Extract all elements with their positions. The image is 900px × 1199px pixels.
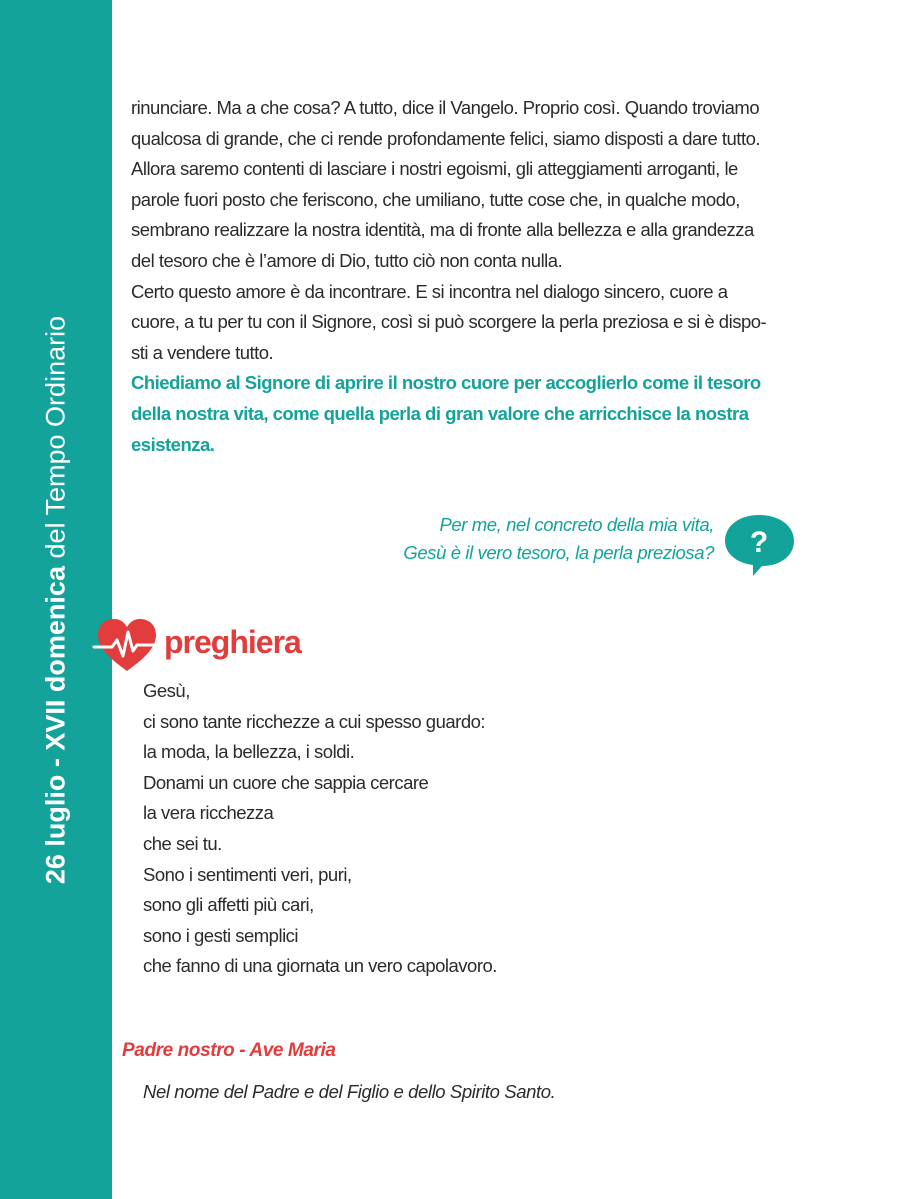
prayer-line: Donami un cuore che sappia cercare — [143, 771, 429, 793]
body-line: qualcosa di grande, che ci rende profondamente felici, siamo disposti a dare tutto. — [131, 127, 761, 149]
prayer-text — [143, 676, 497, 982]
reflection-text — [131, 93, 821, 460]
body-line: sti a vendere tutto. — [131, 341, 274, 363]
body-line: cuore, a tu per tu con il Signore, così si può scorgere la perla preziosa e si è dispo- — [131, 311, 767, 333]
heartbeat-heart-icon — [92, 616, 162, 674]
prayer-line: Sono i sentimenti veri, puri, — [143, 863, 352, 885]
body-line: rinunciare. Ma a che cosa? A tutto, dice il Vangelo. Proprio così. Quando troviamo — [131, 97, 760, 118]
prayer-line: sono i gesti semplici — [143, 924, 299, 946]
section-title-preghiera: preghiera — [164, 624, 301, 660]
reflection-question — [403, 511, 714, 567]
prayer-line: sono gli affetti più cari, — [143, 894, 314, 916]
body-line: sembrano realizzare la nostra identità, ma di fronte alla bellezza e alla grandezza — [131, 219, 754, 241]
body-line: parole fuori posto che feriscono, che umiliano, tutte cose che, in qualche modo, — [131, 188, 740, 210]
closing-blessing: Nel nome del Padre e del Figlio e dello Spirito Santo. — [143, 1081, 556, 1102]
prayer-line: la moda, la bellezza, i soldi. — [143, 741, 355, 763]
body-line: del tesoro che è l’amore di Dio, tutto ciò non conta nulla. — [131, 249, 563, 271]
prayer-line: che sei tu. — [143, 832, 222, 854]
question-line: Per me, nel concreto della mia vita, — [439, 514, 714, 535]
question-mark-glyph: ? — [749, 526, 769, 559]
question-bubble-icon — [722, 512, 796, 576]
closing-title: Padre nostro - Ave Maria — [122, 1040, 336, 1061]
body-line: Allora saremo contenti di lasciare i nostri egoismi, gli atteggiamenti arroganti, le — [131, 158, 738, 180]
sidebar-date-title — [40, 315, 71, 885]
prayer-line: la vera ricchezza — [143, 802, 274, 824]
prayer-line: che fanno di una giornata un vero capolavoro. — [143, 955, 497, 977]
sidebar-title-bold: 26 luglio - XVII domenica — [40, 566, 71, 885]
highlight-line: Chiediamo al Signore di aprire il nostro cuore per accoglierlo come il tesoro — [131, 372, 761, 394]
prayer-line: ci sono tante ricchezze a cui spesso guardo: — [143, 710, 486, 732]
highlight-line: esistenza. — [131, 433, 215, 455]
body-line: Certo questo amore è da incontrare. E si incontra nel dialogo sincero, cuore a — [131, 280, 728, 302]
sidebar-title-light: del Tempo Ordinario — [40, 315, 71, 567]
sidebar-band — [0, 0, 112, 1199]
prayer-line: Gesù, — [143, 680, 190, 701]
highlight-line: della nostra vita, come quella perla di gran valore che arricchisce la nostra — [131, 402, 749, 424]
question-line: Gesù è il vero tesoro, la perla preziosa? — [403, 542, 714, 563]
